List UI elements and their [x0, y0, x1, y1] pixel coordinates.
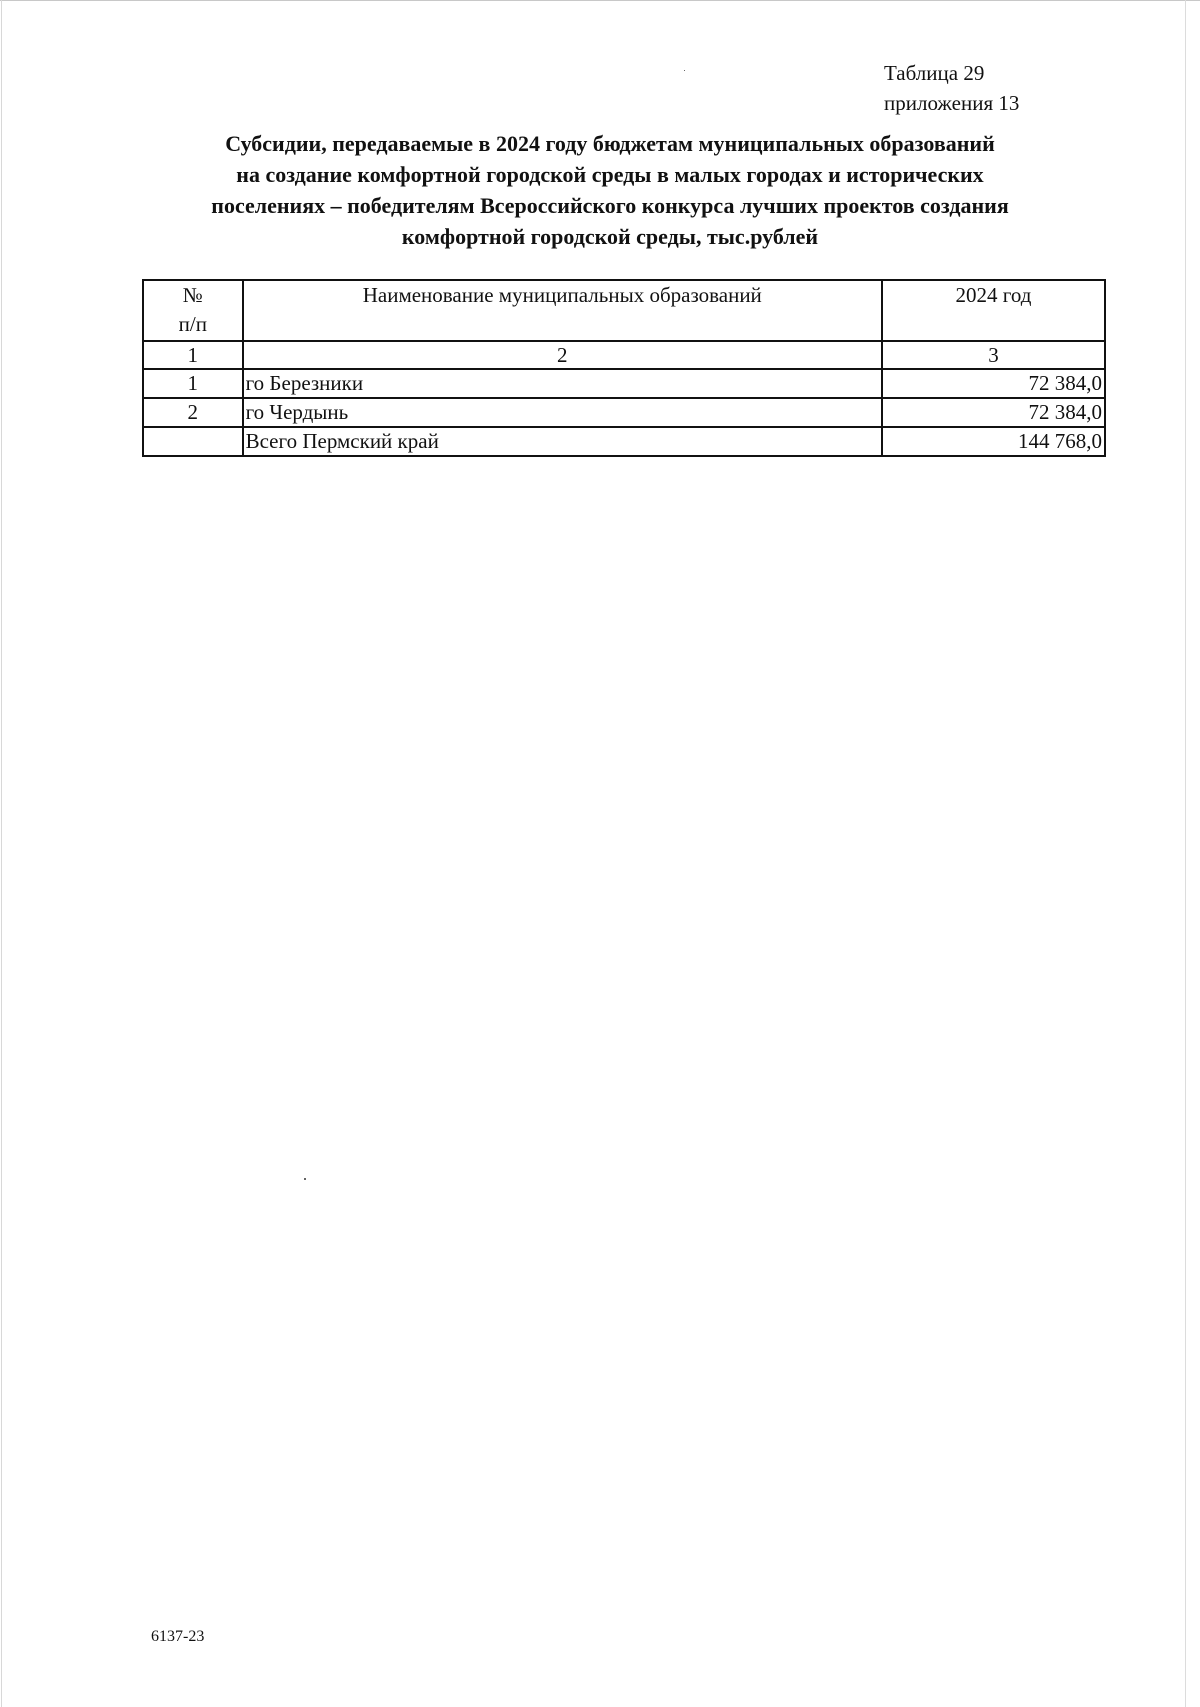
title-line: поселениях – победителям Всероссийского конкурса лучших проектов создания — [211, 193, 1009, 218]
header-year: 2024 год — [882, 280, 1105, 341]
row-number-cell: 2 — [143, 398, 243, 427]
row-value-cell: 72 384,0 — [882, 398, 1105, 427]
footer-document-code: 6137-23 — [151, 1628, 205, 1645]
table-header-row — [143, 280, 1105, 341]
scan-speck — [684, 70, 685, 71]
title-line: комфортной городской среды, тыс.рублей — [401, 224, 819, 249]
column-index-cell: 3 — [882, 341, 1105, 369]
scan-edge-top — [0, 0, 1200, 1]
title-line: Субсидии, передаваемые в 2024 году бюджетам муниципальных образований — [225, 131, 995, 156]
column-index-cell: 1 — [143, 341, 243, 369]
table-total-row — [143, 427, 1105, 456]
header-number-symbol: № — [182, 283, 203, 307]
column-index-cell: 2 — [243, 341, 882, 369]
header-name: Наименование муниципальных образований — [243, 280, 882, 341]
scan-speck — [304, 1178, 306, 1180]
title-line: на создание комфортной городской среды в малых городах и исторических — [236, 162, 984, 187]
column-index-row — [143, 341, 1105, 369]
table-row — [143, 369, 1105, 398]
header-number — [143, 280, 243, 341]
table-row — [143, 398, 1105, 427]
table-number: Таблица 29 — [884, 61, 985, 85]
subsidy-table — [142, 279, 1106, 457]
table-reference — [884, 58, 1019, 118]
row-name-cell: го Березники — [243, 369, 882, 398]
total-number-cell — [143, 427, 243, 456]
appendix-number: приложения 13 — [884, 91, 1020, 115]
scan-edge-right — [1185, 0, 1186, 1707]
header-number-abbr: п/п — [178, 312, 207, 336]
total-name-cell: Всего Пермский край — [243, 427, 882, 456]
scan-edge-left — [1, 0, 2, 1707]
row-number-cell: 1 — [143, 369, 243, 398]
document-title — [130, 128, 1090, 252]
row-value-cell: 72 384,0 — [882, 369, 1105, 398]
row-name-cell: го Чердынь — [243, 398, 882, 427]
total-value-cell: 144 768,0 — [882, 427, 1105, 456]
